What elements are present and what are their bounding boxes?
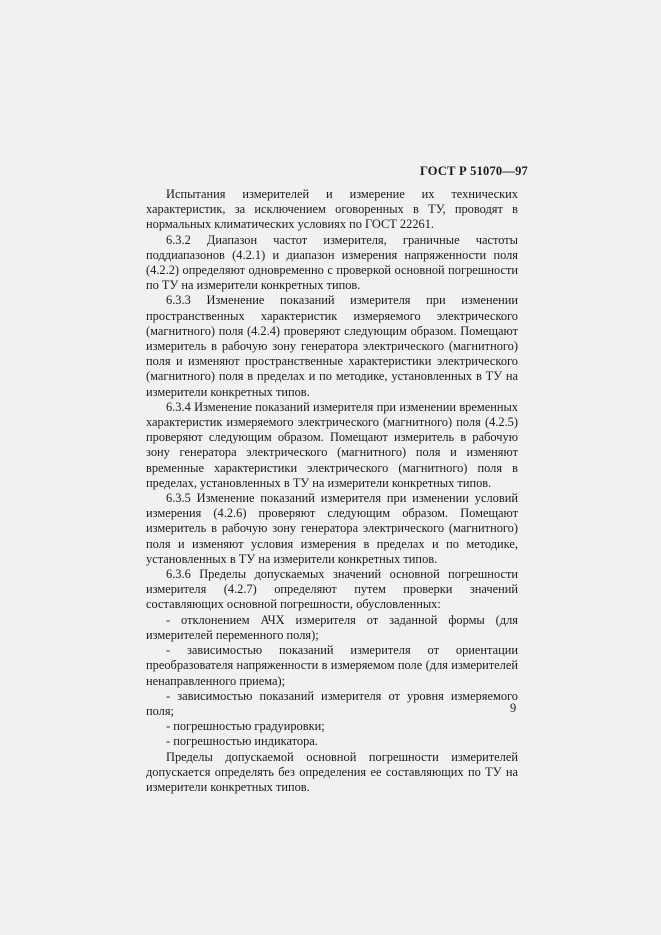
list-item: - зависимостью показаний измерителя от ориентации преобразователя напряженности в измеряемом поле (для измерителей ненаправленного приема); xyxy=(146,643,518,688)
paragraph-6-3-4: 6.3.4 Изменение показаний измерителя при изменении временных характеристик измеряемого электрического (магнитного) поля (4.2.5) проверяют следующим образом. Помещают измеритель в рабочую зону генератора электрического (магнитного) поля и изменяют временные характеристики электрического (магнитного) поля в пределах, установленных в ТУ на измерители конкретных типов. xyxy=(146,399,518,490)
list-item: - погрешностью градуировки; xyxy=(166,719,325,734)
paragraph-6-3-5: 6.3.5 Изменение показаний измерителя при изменении условий измерения (4.2.6) проверяют следующим образом. Помещают измеритель в рабочую зону генератора электрического (магнитного) поля и изменяют условия измерения в пределах и по методике, установленных в ТУ на измерители конкретных типов. xyxy=(146,491,518,566)
body-text xyxy=(146,187,518,795)
list-item: - погрешностью индикатора. xyxy=(166,734,318,749)
paragraph-intro: Испытания измерителей и измерение их технических характеристик, за исключением оговоренных в ТУ, проводят в нормальных климатических условиях по ГОСТ 22261. xyxy=(146,187,518,232)
paragraph-closing: Пределы допускаемой основной погрешности измерителей допускается определять без определения ее составляющих по ТУ на измерители конкретных типов. xyxy=(146,749,518,794)
paragraph-6-3-6: 6.3.6 Пределы допускаемых значений основной погрешности измерителя (4.2.7) определяют путем проверки значений составляющих основной погрешности, обусловленных: xyxy=(146,567,518,612)
page-number: 9 xyxy=(510,701,517,715)
document-code-header: ГОСТ Р 51070—97 xyxy=(419,164,528,178)
list-item: - отклонением АЧХ измерителя от заданной формы (для измерителей переменного поля); xyxy=(146,612,518,642)
paragraph-6-3-3: 6.3.3 Изменение показаний измерителя при изменении пространственных характеристик измеряемого электрического (магнитного) поля (4.2.4) проверяют следующим образом. Помещают измеритель в рабочую зону генератора электрического (магнитного) поля и изменяют пространственные характеристики электрического (магнитного) поля в пределах и по методике, установленных в ТУ на измерители конкретных типов. xyxy=(146,293,518,399)
paragraph-6-3-2: 6.3.2 Диапазон частот измерителя, граничные частоты поддиапазонов (4.2.1) и диапазон измерения напряженности поля (4.2.2) определяют одновременно с проверкой основной погрешности по ТУ на измерители конкретных типов. xyxy=(146,232,518,293)
list-item: - зависимостью показаний измерителя от уровня измеряемого поля; xyxy=(146,688,518,718)
